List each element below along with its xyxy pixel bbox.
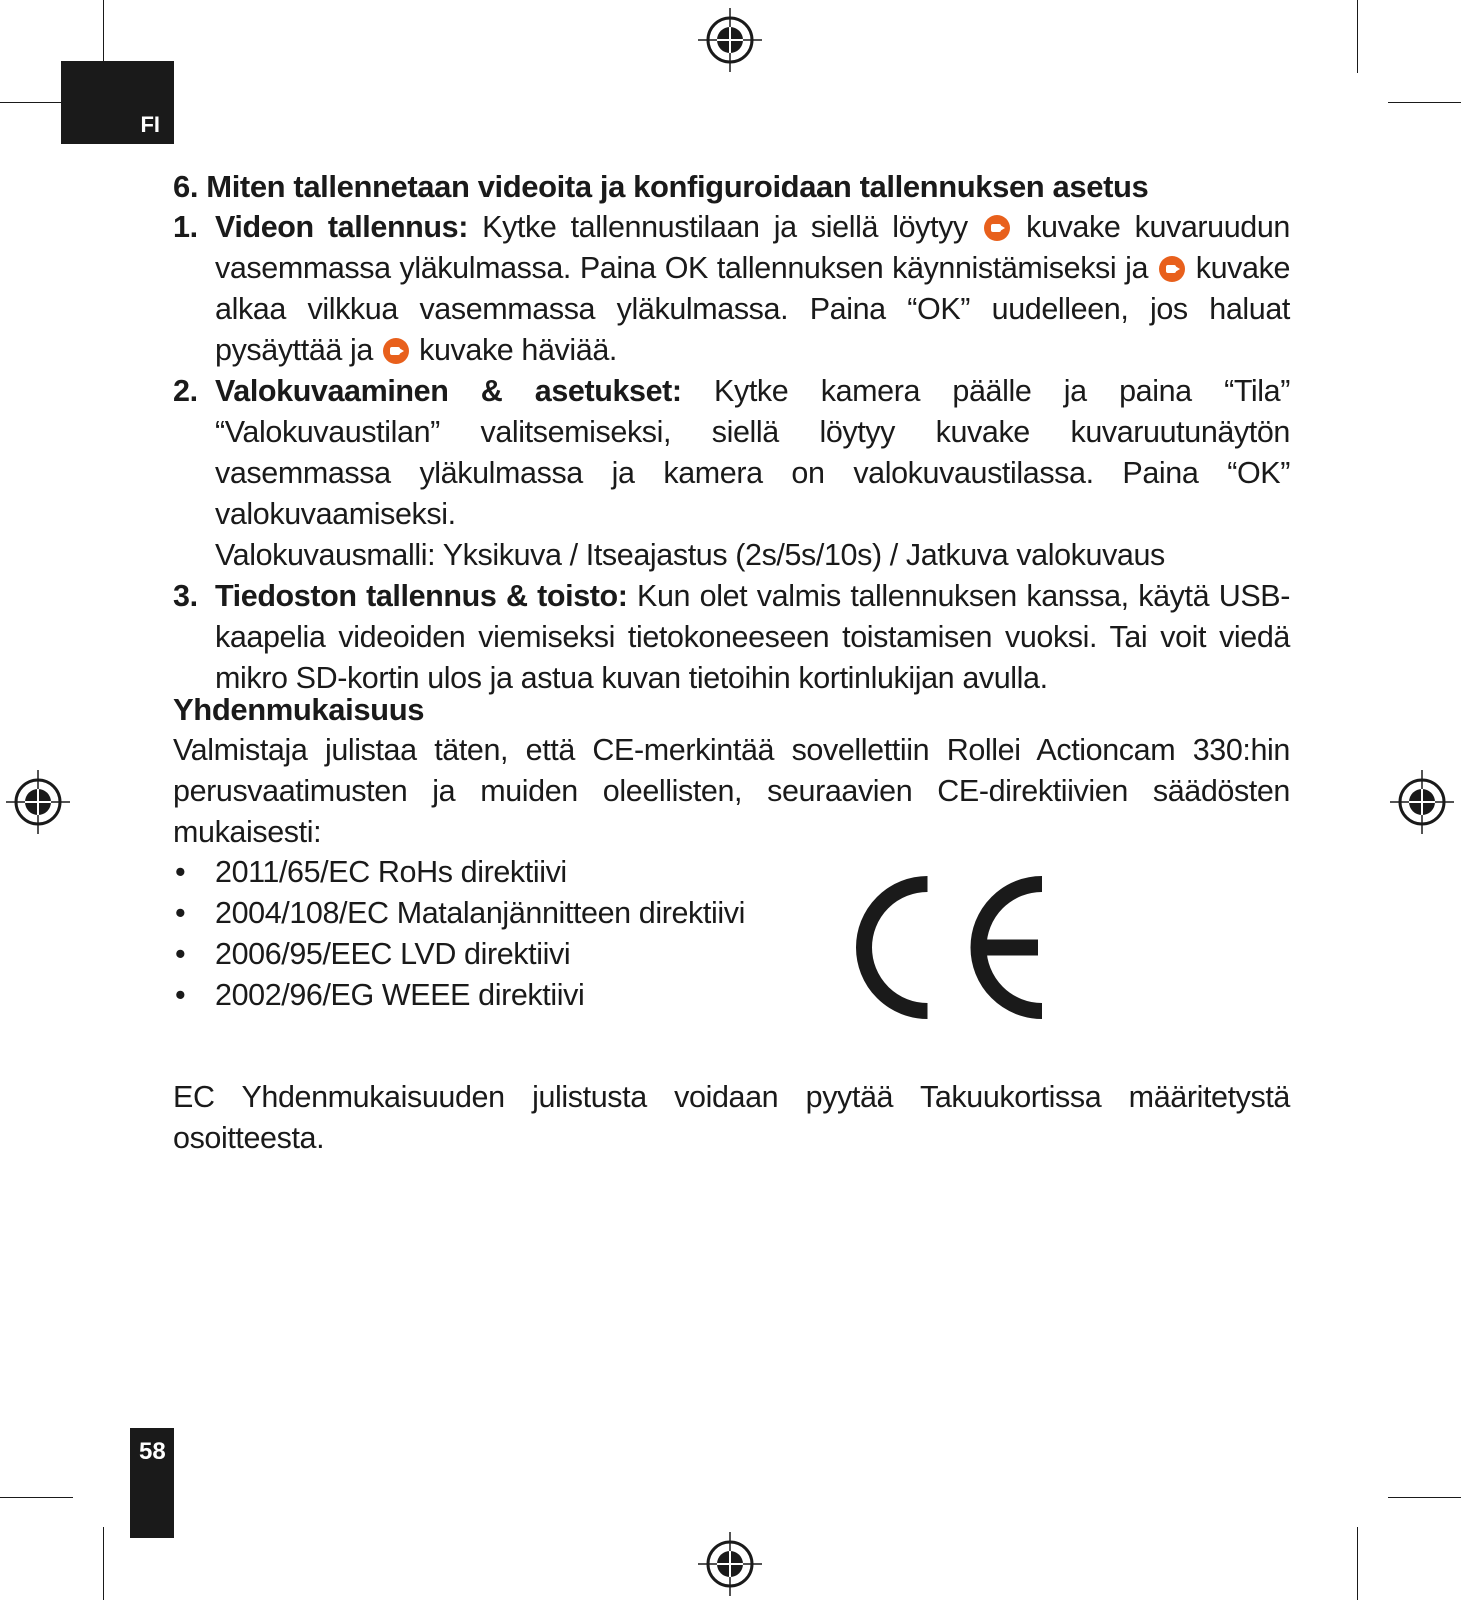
crop-mark xyxy=(1388,102,1461,103)
directive-text: 2002/96/EG WEEE direktiivi xyxy=(215,978,585,1012)
step-text: Kytke tallennustilaan ja siellä löytyy xyxy=(467,210,982,244)
step-text: Kun olet valmis tallennuksen kanssa, käytä USB-kaapelia videoiden viemiseksi tietokoneeseen toistamisen vuoksi. Tai voit viedä mikro SD-kortin ulos ja astua kuvan tietoihin kortinlukijan avulla. xyxy=(215,579,1290,695)
crop-mark xyxy=(1388,1497,1461,1498)
conformity-intro: Valmistaja julistaa täten, että CE-merkintää sovellettiin Rollei Actioncam 330:hin perusvaatimusten ja muiden oleellisten, seuraavien CE-direktiivien säädösten mukaisesti: xyxy=(173,733,1290,849)
video-camera-icon xyxy=(984,215,1010,241)
registration-mark-icon xyxy=(1390,770,1454,834)
list-item xyxy=(173,893,813,934)
directive-text: 2006/95/EEC LVD direktiivi xyxy=(215,937,571,971)
video-camera-icon xyxy=(383,338,409,364)
crop-mark xyxy=(1357,1527,1358,1600)
step-text: Kytke kamera päälle ja paina “Tila” “Valokuvaustilan” valitsemiseksi, siellä löytyy kuvake kuvaruutunäytön vasemmassa yläkulmassa ja kamera on valokuvaustilassa. Paina “OK” valokuvaamiseksi. xyxy=(215,374,1291,531)
conformity-title: Yhdenmukaisuus xyxy=(173,692,425,727)
crop-mark xyxy=(103,1527,104,1600)
language-tab xyxy=(61,61,174,144)
step-item xyxy=(173,207,1290,371)
step-item xyxy=(173,576,1290,699)
list-item xyxy=(173,934,813,975)
page-number: 58 xyxy=(139,1438,166,1465)
crop-mark xyxy=(1357,0,1358,73)
step-lead: Videon tallennus: xyxy=(215,210,468,244)
step-lead: Valokuvaaminen & asetukset: xyxy=(215,374,682,408)
step-text: kuvake häviää. xyxy=(411,333,617,367)
page-number-tab xyxy=(130,1428,174,1538)
directives-list xyxy=(173,852,813,1016)
directive-text: 2004/108/EC Matalanjännitteen direktiivi xyxy=(215,896,745,930)
language-label: FI xyxy=(140,112,160,137)
section-conformity xyxy=(173,689,1290,853)
directives-block xyxy=(173,852,813,1016)
list-item xyxy=(173,852,813,893)
step-subtext: Valokuvausmalli: Yksikuva / Itseajastus (2s/5s/10s) / Jatkuva valokuvaus xyxy=(215,538,1165,572)
step-number: 3. xyxy=(173,579,198,613)
directive-text: 2011/65/EC RoHs direktiivi xyxy=(215,855,567,889)
crop-mark xyxy=(0,1497,73,1498)
conformity-footer: EC Yhdenmukaisuuden julistusta voidaan pyytää Takuukortissa määritetystä osoitteesta. xyxy=(173,1080,1290,1155)
steps-list xyxy=(173,207,1290,699)
ce-mark-icon xyxy=(856,876,1052,1019)
step-number: 2. xyxy=(173,374,198,408)
section-title: 6. Miten tallennetaan videoita ja konfiguroidaan tallennuksen asetus xyxy=(173,169,1149,204)
step-lead: Tiedoston tallennus & toisto: xyxy=(215,579,628,613)
bullet: • xyxy=(175,855,186,889)
video-camera-icon xyxy=(1159,256,1185,282)
step-number: 1. xyxy=(173,210,198,244)
bullet: • xyxy=(175,937,186,971)
step-text: kuvake kuvaruudun vasemmassa yläkulmassa. Paina OK tallennuksen käynnistämiseksi ja xyxy=(215,210,1290,285)
bullet: • xyxy=(175,896,186,930)
registration-mark-icon xyxy=(698,8,762,72)
bullet: • xyxy=(175,978,186,1012)
registration-mark-icon xyxy=(6,770,70,834)
section-recording xyxy=(173,166,1290,699)
registration-mark-icon xyxy=(698,1532,762,1596)
step-text: kuvake alkaa vilkkua vasemmassa yläkulmassa. Paina “OK” uudelleen, jos haluat pysäyttää ja xyxy=(215,251,1291,367)
step-item xyxy=(173,371,1290,576)
list-item xyxy=(173,975,813,1016)
